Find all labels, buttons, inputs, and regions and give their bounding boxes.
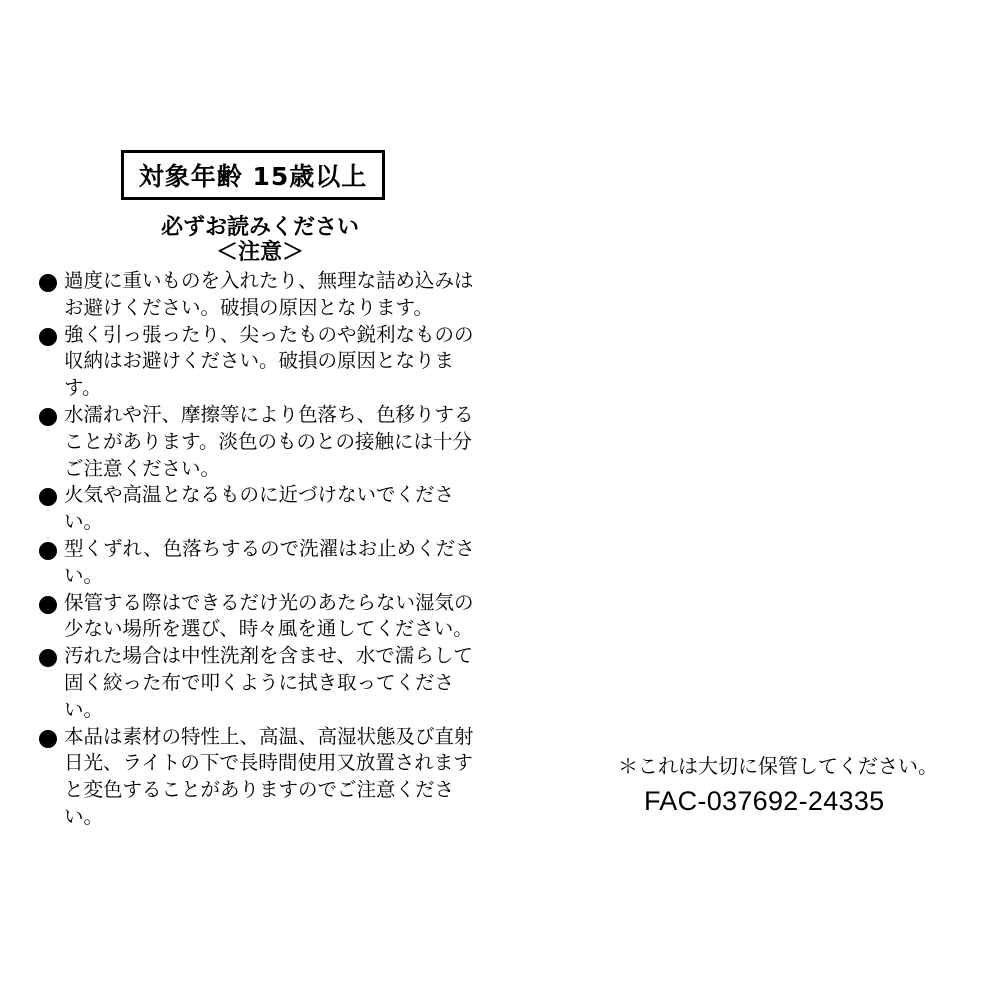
caution-text: 汚れた場合は中性洗剤を含ませ、水で濡らして固く絞った布で叩くように拭き取ってください。 xyxy=(64,644,473,721)
read-heading: 必ずお読みください xyxy=(160,215,359,240)
caution-item xyxy=(37,402,484,482)
caution-text: 型くずれ、色落ちするので洗濯はお止めください。 xyxy=(64,536,475,587)
caution-text: 保管する際はできるだけ光のあたらない湿気の少ない場所を選び、時々風を通してください。 xyxy=(64,590,474,641)
caution-text: 本品は素材の特性上、高温、高湿状態及び直射日光、ライトの下で長時間使用又放置されますと変色することがありますのでご注意ください。 xyxy=(64,724,474,828)
caution-item xyxy=(37,643,484,723)
age-rating-label: 対象年齢 15歳以上 xyxy=(138,162,368,191)
bullet-icon xyxy=(39,542,57,560)
caution-item xyxy=(37,482,484,536)
caution-item xyxy=(37,590,484,644)
bullet-icon xyxy=(39,596,57,614)
caution-item xyxy=(37,536,484,590)
bullet-icon xyxy=(39,730,57,748)
bullet-icon xyxy=(39,274,57,292)
bullet-icon xyxy=(39,328,57,346)
keep-note: ＊これは大切に保管してください。 xyxy=(618,754,938,778)
caution-item xyxy=(37,724,484,831)
caution-text: 火気や高温となるものに近づけないでください。 xyxy=(64,483,455,534)
caution-text: 水濡れや汗、摩擦等により色落ち、色移りすることがあります。淡色のものとの接触には十分ご注意ください。 xyxy=(64,402,474,480)
caution-text: 過度に重いものを入れたり、無理な詰め込みはお避けください。破損の原因となります。 xyxy=(64,269,474,319)
caution-list xyxy=(37,268,497,831)
caution-item xyxy=(37,322,484,402)
bullet-icon xyxy=(39,408,57,426)
bullet-icon xyxy=(39,649,57,667)
bullet-icon xyxy=(39,488,57,506)
caution-heading: ＜注意＞ xyxy=(215,240,304,265)
caution-item xyxy=(37,268,484,322)
age-rating-box xyxy=(121,150,385,200)
product-code: FAC-037692-24335 xyxy=(644,786,885,816)
caution-text: 強く引っ張ったり、尖ったものや鋭利なものの収納はお避けください。破損の原因となります。 xyxy=(64,322,474,400)
